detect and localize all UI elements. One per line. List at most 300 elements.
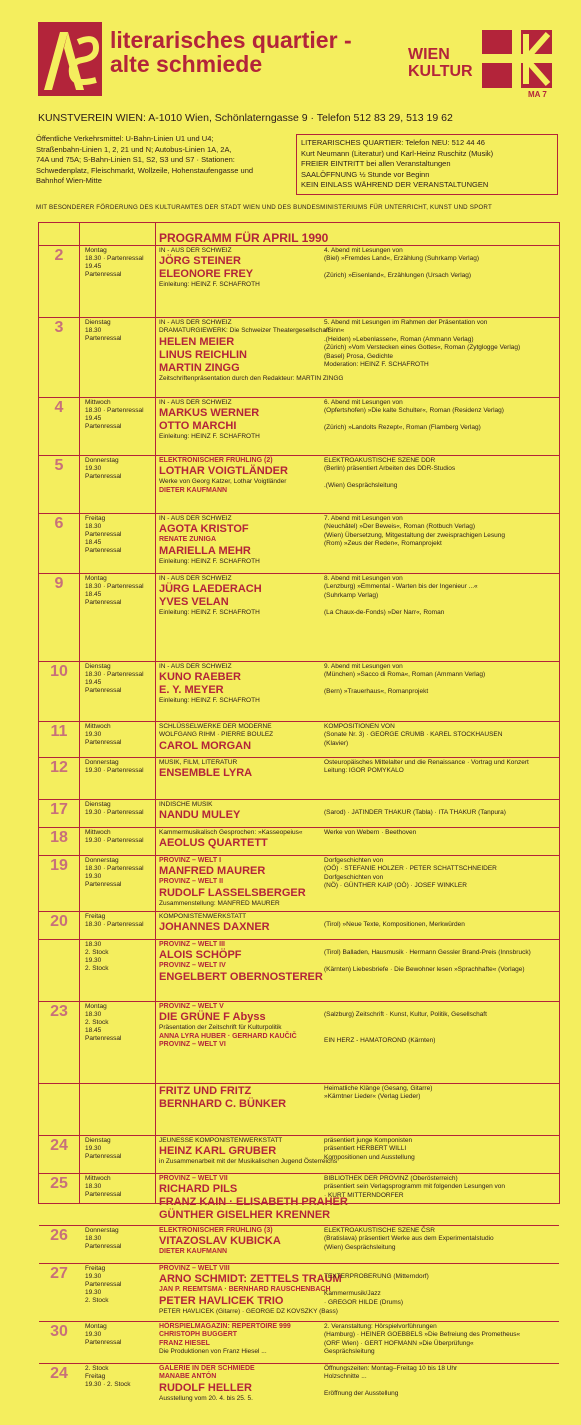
info-line	[324, 1282, 556, 1290]
time-line: 19.30	[85, 465, 102, 472]
event-line: PROVINZ – WELT II	[159, 878, 224, 886]
time-line: 18.30	[85, 1235, 102, 1242]
time-line: 19.30 · 2. Stock	[85, 1381, 131, 1388]
day-times	[85, 399, 155, 431]
time-line: Dienstag	[85, 801, 111, 808]
program-day	[39, 1085, 559, 1135]
contact-info	[296, 134, 558, 195]
row-divider	[39, 721, 559, 722]
info-line	[324, 625, 556, 633]
time-line: Mittwoch	[85, 1175, 111, 1182]
info-line: (ORF Wien) · GERT HOFMANN »Die Überprüfung«	[324, 1339, 474, 1347]
event-line: IN - AUS DER SCHWEIZ	[159, 575, 232, 582]
info-line: präsentiert junge Komponisten	[324, 1137, 413, 1144]
event-line: IN - AUS DER SCHWEIZ	[159, 663, 232, 670]
time-line: 19.45	[85, 679, 102, 686]
row-divider	[39, 1225, 559, 1226]
program-day	[39, 663, 559, 721]
program-day	[39, 1137, 559, 1173]
day-number: 9	[54, 575, 64, 592]
program-day	[39, 1365, 559, 1425]
time-line: 19.30	[85, 1145, 102, 1152]
day-number: 10	[50, 663, 68, 680]
day-times	[85, 1137, 155, 1161]
day-number: 2	[54, 247, 64, 264]
program-day	[39, 829, 559, 855]
info-line: (Neuchâtel) »Der Beweis«, Roman (Rotbuch Verlag)	[324, 523, 476, 531]
time-line: 2. Stock	[85, 1019, 109, 1026]
time-line: 19.30 · Partenressal	[85, 767, 144, 774]
day-number: 24	[50, 1137, 68, 1154]
event-list	[159, 247, 324, 290]
performer-name: DIE GRÜNE F Abyss	[159, 1011, 266, 1024]
event-line: PROVINZ – WELT VIII	[159, 1265, 230, 1272]
event-info	[324, 399, 556, 441]
performer-name: E. Y. MEYER	[159, 684, 224, 697]
program-day	[39, 515, 559, 573]
title-line-1: literarisches quartier -	[110, 27, 352, 53]
time-line: Mittwoch	[85, 723, 111, 730]
day-times	[85, 1365, 155, 1389]
program-day	[39, 723, 559, 757]
day-times	[85, 723, 155, 747]
time-line: Montag	[85, 247, 107, 254]
header	[38, 22, 558, 102]
program-day	[39, 913, 559, 939]
info-line: präsentiert sein Verlagsprogramm mit folgenden Lesungen von	[324, 1183, 506, 1191]
day-times	[85, 1227, 155, 1251]
info-line: (OÖ) · STEFANIE HOLZER · PETER SCHATTSCHNEIDER	[324, 865, 497, 873]
info-line: (Sarod) · JATINDER THAKUR (Tabla) · ITA THAKUR (Tanpura)	[324, 809, 506, 817]
info-line	[324, 941, 556, 949]
time-line: Donnerstag	[85, 1227, 119, 1234]
performer-name: ENSEMBLE LYRA	[159, 767, 253, 780]
performer-name: ELEONORE FREY	[159, 268, 254, 281]
performer-name: LINUS REICHLIN	[159, 348, 247, 361]
row-divider	[39, 855, 559, 856]
performer-name: OTTO MARCHI	[159, 420, 237, 433]
row-divider	[39, 1173, 559, 1174]
program-day	[39, 1227, 559, 1263]
row-divider	[39, 1135, 559, 1136]
event-info	[324, 801, 556, 818]
info-line: Kompositionen und Ausstellung	[324, 1153, 415, 1161]
event-info	[324, 247, 556, 289]
row-divider	[39, 757, 559, 758]
time-line: 19.45	[85, 415, 102, 422]
event-line: PROVINZ – WELT III	[159, 941, 225, 948]
performer-name: HEINZ KARL GRUBER	[159, 1145, 277, 1158]
event-line: DRAMATURGIEWERK: Die Schweizer Theatergesellschaft	[159, 327, 330, 335]
info-line: (Hamburg) · HEINER GOEBBELS »Die Befreiung des Prometheus«	[324, 1331, 521, 1339]
performer-name: YVES VELAN	[159, 596, 229, 609]
event-info	[324, 663, 556, 705]
performer-name: ENGELBERT OBERNOSTERER	[159, 970, 323, 983]
contact-line: LITERARISCHES QUARTIER: Telefon NEU: 512 44 46	[301, 138, 485, 147]
event-line: KOMPONISTENWERKSTATT	[159, 913, 247, 920]
wien-kultur-text: WIEN KULTUR	[408, 46, 473, 80]
info-line: Gesprächsleitung	[324, 1348, 375, 1356]
event-line: RENATE ZUNIGA	[159, 536, 217, 544]
program-day	[39, 1175, 559, 1225]
event-line: ELEKTRONISCHER FRÜHLING (2)	[159, 457, 273, 464]
time-line: Partenressal	[85, 1339, 122, 1346]
address: KUNSTVEREIN WIEN: A-1010 Wien, Schönlaterngasse 9 · Telefon 512 83 29, 513 19 62	[38, 112, 453, 124]
info-line: »Sinn«	[324, 327, 345, 335]
info-line: KOMPOSITIONEN VON	[324, 723, 395, 730]
info-line	[324, 1200, 556, 1208]
info-line: ELEKTROAKUSTISCHE SZENE ČSR	[324, 1227, 435, 1234]
event-list	[159, 1175, 348, 1222]
info-line: präsentiert HERBERT WILLI	[324, 1145, 407, 1153]
time-line: 19.30 · Partenressal	[85, 837, 144, 844]
event-line: Einleitung: HEINZ F. SCHAFROTH	[159, 433, 260, 441]
performer-name: JÜRG LAEDERACH	[159, 583, 262, 596]
performer-name: RUDOLF LASSELSBERGER	[159, 886, 306, 899]
time-line: 18.30 · Partenressal	[85, 407, 144, 414]
time-line: 19.30	[85, 1289, 102, 1296]
event-line: Ausstellung vom 20. 4. bis 25. 5.	[159, 1394, 253, 1402]
day-times	[85, 1265, 155, 1305]
row-divider	[39, 827, 559, 828]
row-divider	[39, 513, 559, 514]
time-line: 18.30 · Partenressal	[85, 921, 144, 928]
program-day	[39, 457, 559, 513]
performer-name: FRITZ UND FRITZ	[159, 1085, 252, 1097]
info-line	[324, 891, 556, 899]
time-line: 18.30	[85, 1011, 102, 1018]
event-info	[324, 457, 556, 491]
performer-name: KUNO RAEBER	[159, 671, 241, 684]
day-number: 12	[50, 759, 68, 776]
time-line: 2. Stock	[85, 949, 109, 956]
info-line: Holzschnitte ...	[324, 1373, 367, 1381]
event-list	[159, 1265, 342, 1316]
row-divider	[39, 573, 559, 574]
row-divider	[39, 911, 559, 912]
event-list	[159, 829, 324, 850]
event-line: IN - AUS DER SCHWEIZ	[159, 247, 232, 254]
event-list	[159, 723, 324, 753]
info-line: Dorfgeschichten von	[324, 873, 384, 881]
event-list	[159, 1323, 324, 1357]
info-line: (München) »Sacco di Roma«, Roman (Ammann Verlag)	[324, 671, 486, 679]
program-day	[39, 1003, 559, 1083]
performer-name: NANDU MULEY	[159, 809, 241, 822]
event-info	[324, 941, 556, 975]
info-line: Osteuropäisches Mittelalter und die Renaissance · Vortrag und Konzert	[324, 759, 529, 766]
row-divider	[39, 455, 559, 456]
event-line: IN - AUS DER SCHWEIZ	[159, 319, 232, 326]
info-line	[324, 837, 556, 845]
day-times	[85, 663, 155, 695]
program-title: PROGRAMM FÜR APRIL 1990	[159, 231, 329, 245]
event-line: Werke von Georg Katzer, Lothar Voigtländer	[159, 478, 287, 486]
info-line	[324, 913, 556, 921]
performer-name: VITAZOSLAV KUBICKA	[159, 1235, 281, 1248]
day-times	[85, 857, 155, 889]
performer-name: MANFRED MAURER	[159, 865, 266, 878]
info-line	[324, 1028, 556, 1036]
info-line	[324, 600, 556, 608]
contact-line: SAALÖFFNUNG ½ Stunde vor Beginn	[301, 169, 430, 179]
info-line	[324, 1020, 556, 1028]
row-divider	[39, 245, 559, 246]
info-line	[324, 617, 556, 625]
performer-name: JOHANNES DAXNER	[159, 921, 270, 934]
event-line: Einleitung: HEINZ F. SCHAFROTH	[159, 557, 260, 565]
event-line: SCHLÜSSELWERKE DER MODERNE	[159, 723, 272, 730]
event-info	[324, 723, 556, 748]
time-line: 18.30	[85, 327, 102, 334]
event-line: MANABE ANTÓN	[159, 1373, 217, 1381]
row-divider	[39, 397, 559, 398]
program-day	[39, 801, 559, 827]
event-line: PROVINZ – WELT V	[159, 1003, 224, 1010]
event-info	[324, 515, 556, 557]
event-info	[324, 1137, 556, 1162]
event-info	[324, 1085, 556, 1102]
event-line: Einleitung: HEINZ F. SCHAFROTH	[159, 281, 260, 289]
info-line	[324, 680, 556, 688]
time-line: Partenressal	[85, 473, 122, 480]
info-line: (Klavier)	[324, 739, 349, 747]
time-line: 19.30	[85, 731, 102, 738]
day-times	[85, 801, 155, 817]
row-divider	[39, 1363, 559, 1364]
info-line: Eröffnung der Ausstellung	[324, 1390, 399, 1398]
time-line: 19.45	[85, 263, 102, 270]
event-line: Zeitschriftenpräsentation durch den Redakteur: MARTIN ZINGG	[159, 374, 344, 382]
time-line: 18.30 · Partenressal	[85, 255, 144, 262]
day-number: 25	[50, 1175, 68, 1192]
info-line	[324, 474, 556, 482]
event-list	[159, 1085, 324, 1111]
program-day	[39, 1265, 559, 1321]
info-line	[324, 416, 556, 424]
day-times	[85, 575, 155, 607]
time-line: Partenressal	[85, 335, 122, 342]
time-line: 18.45	[85, 539, 102, 546]
wien-kultur-logo	[408, 28, 558, 98]
contact-line: KEIN EINLASS WÄHREND DER VERANSTALTUNGEN	[301, 180, 489, 190]
day-times	[85, 1323, 155, 1347]
info-line: (La Chaux-de-Fonds) »Der Narr«, Roman	[324, 608, 445, 616]
event-line: WOLFGANG RIHM · PIERRE BOULEZ	[159, 731, 274, 739]
program-day	[39, 759, 559, 799]
event-line: FRANZ HIESEL	[159, 1339, 210, 1347]
time-line: Freitag	[85, 1265, 106, 1272]
info-line: (Wien) Übersetzung, Mitgestaltung der zweisprachigen Lesung	[324, 531, 506, 539]
program-day	[39, 941, 559, 1001]
event-line: INDISCHE MUSIK	[159, 801, 213, 808]
event-list	[159, 913, 324, 934]
info-line: TEXTERPROBERUNG (Mitterndorf)	[324, 1273, 429, 1281]
event-info	[324, 1365, 556, 1399]
program-table	[38, 222, 560, 1402]
performer-name: MARKUS WERNER	[159, 407, 260, 420]
event-list	[159, 515, 324, 566]
day-number: 5	[54, 457, 64, 474]
info-line: (Biel) »Fremdes Land«, Erzählung (Suhrkamp Verlag)	[324, 255, 479, 263]
day-number: 23	[50, 1003, 68, 1020]
row-divider	[39, 661, 559, 662]
program-day	[39, 1323, 559, 1363]
transport-line: 74A und 75A; S-Bahn-Linien S1, S2, S3 und S7 · Stationen:	[36, 155, 235, 165]
info-line: (Opfertshofen) »Die kalte Schulter«, Roman (Residenz Verlag)	[324, 407, 504, 415]
info-line	[324, 1265, 556, 1273]
time-line: Partenressal	[85, 1281, 122, 1288]
event-line: JAN P. REEMTSMA · BERNHARD RAUSCHENBACH	[159, 1286, 331, 1294]
event-list	[159, 1003, 324, 1050]
time-line: 19.30	[85, 1331, 102, 1338]
time-line: Dienstag	[85, 319, 111, 326]
sponsor-line: MIT BESONDERER FÖRDERUNG DES KULTURAMTES DER STADT WIEN UND DES BUNDESMINISTERIUMS FÜR UNTERRICHT, KUNST UND SPORT	[36, 204, 492, 211]
event-info	[324, 1175, 556, 1209]
time-line: Freitag	[85, 1373, 106, 1380]
event-info	[324, 575, 556, 634]
time-line: Donnerstag	[85, 759, 119, 766]
event-info	[324, 759, 556, 776]
program-day	[39, 247, 559, 317]
info-line: .(Heiden) »Lebenlassen«, Roman (Ammann Verlag)	[324, 335, 474, 343]
event-info	[324, 1003, 556, 1045]
performer-name: FRANZ KAIN · ELISABETH PRAHER	[159, 1196, 348, 1209]
info-line: (Bratislava) präsentiert Werke aus dem Experimentalstudio	[324, 1235, 494, 1243]
event-list	[159, 1227, 324, 1257]
time-line: Mittwoch	[85, 399, 111, 406]
time-line: Dienstag	[85, 1137, 111, 1144]
time-line: Montag	[85, 1003, 107, 1010]
transport-line: Schwedenplatz, Fleischmarkt, Wollzeile, Hohenstaufengasse und	[36, 165, 254, 175]
row-divider	[39, 317, 559, 318]
time-line: Partenressal	[85, 531, 122, 538]
time-line: Partenressal	[85, 271, 122, 278]
event-line: DIETER KAUFMANN	[159, 486, 228, 494]
info-line: · GREGOR HILDE (Drums)	[324, 1298, 404, 1306]
time-line: 18.30	[85, 941, 102, 948]
event-line: PROVINZ – WELT IV	[159, 962, 226, 970]
time-line: Donnerstag	[85, 857, 119, 864]
day-number: 17	[50, 801, 68, 818]
event-line: JEUNESSE KOMPONISTENWERKSTATT	[159, 1137, 283, 1144]
day-times	[85, 1175, 155, 1199]
info-line: (Rom) »Zeus der Reden«, Romanprojekt	[324, 540, 442, 548]
as-logo-icon	[38, 22, 102, 96]
info-line: (NÖ) · GÜNTHER KAIP (OÖ) · JOSEF WINKLER	[324, 882, 467, 890]
event-line: Die Produktionen von Franz Hiesel ...	[159, 1348, 267, 1356]
event-list	[159, 941, 324, 984]
time-line: 19.30	[85, 957, 102, 964]
time-line: Freitag	[85, 913, 106, 920]
time-line: Mittwoch	[85, 829, 111, 836]
transport-line: Straßenbahn-Linien 1, 2, 21 und N; Autobus-Linien 1A, 2A,	[36, 144, 232, 154]
event-list	[159, 575, 324, 618]
performer-name: CAROL MORGAN	[159, 739, 252, 752]
info-line: (Basel) Prosa, Gedichte	[324, 352, 394, 360]
day-number: 20	[50, 913, 68, 930]
time-line: Partenressal	[85, 739, 122, 746]
day-times	[85, 941, 155, 973]
time-line: 19.30	[85, 1273, 102, 1280]
contact-line: FREIER EINTRITT bei allen Veranstaltungen	[301, 159, 451, 169]
event-line: PETER HAVLICEK (Gitarre) · GEORGE DZ KOVSZKY (Bass)	[159, 1307, 338, 1315]
row-divider	[39, 1083, 559, 1084]
info-line: ELEKTROAKUSTISCHE SZENE DDR	[324, 457, 436, 464]
event-info	[324, 1323, 556, 1357]
info-line: (Zürich) »Eisenland«, Erzählungen (Ursach Verlag)	[324, 272, 472, 280]
day-number: 19	[50, 857, 68, 874]
event-list	[159, 857, 324, 908]
time-line: Partenressal	[85, 881, 122, 888]
info-line: (Zürich) »Vom Verstecken eines Gottes«, Roman (Zytglogge Verlag)	[324, 344, 521, 352]
info-line: Öffnungszeiten: Montag–Freitag 10 bis 18 Uhr	[324, 1365, 458, 1372]
info-line	[324, 958, 556, 966]
day-times	[85, 247, 155, 279]
event-line: Präsentation der Zeitschrift für Kulturpolitik	[159, 1024, 282, 1032]
day-times	[85, 515, 155, 555]
info-line: 5. Abend mit Lesungen im Rahmen der Präsentation von	[324, 319, 488, 326]
event-line: ANNA LYRA HUBER · GERHARD KAUČIČ	[159, 1032, 297, 1040]
event-info	[324, 1265, 556, 1307]
day-times	[85, 913, 155, 929]
event-info	[324, 913, 556, 930]
time-line: 19.30	[85, 873, 102, 880]
info-line	[324, 1382, 556, 1390]
time-line: 18.30 · Partenressal	[85, 865, 144, 872]
event-line: CHRISTOPH BUGGERT	[159, 1331, 238, 1339]
event-list	[159, 1365, 324, 1403]
event-line: PROVINZ – WELT I	[159, 857, 222, 864]
info-line: (Berlin) präsentiert Arbeiten des DDR-Studios	[324, 465, 456, 473]
day-times	[85, 457, 155, 481]
row-divider	[39, 1001, 559, 1002]
time-line: 18.30 · Partenressal	[85, 671, 144, 678]
event-line: Einleitung: HEINZ F. SCHAFROTH	[159, 609, 260, 617]
row-divider	[39, 1263, 559, 1264]
day-number: 18	[50, 829, 68, 846]
time-line: 18.45	[85, 591, 102, 598]
program-day	[39, 857, 559, 911]
performer-name: RUDOLF HELLER	[159, 1381, 252, 1394]
time-line: Partenressal	[85, 423, 122, 430]
info-line: Moderation: HEINZ F. SCHAFROTH	[324, 361, 429, 369]
performer-name: MARTIN ZINGG	[159, 361, 240, 374]
time-line: 18.30	[85, 523, 102, 530]
event-line: Einleitung: HEINZ F. SCHAFROTH	[159, 697, 260, 705]
info-line: (Zürich) »Landolts Rezept«, Roman (Flamberg Verlag)	[324, 424, 481, 432]
day-number: 11	[50, 723, 68, 740]
info-line: (Lenzburg) »Emmental - Warten bis der Ingenieur ...«	[324, 583, 478, 591]
row-divider	[39, 939, 559, 940]
event-info	[324, 1227, 556, 1252]
time-line: Partenressal	[85, 1243, 122, 1250]
event-line: DIETER KAUFMANN	[159, 1248, 228, 1256]
event-line: MUSIK, FILM, LITERATUR	[159, 759, 238, 766]
time-line: Dienstag	[85, 663, 111, 670]
event-line: Zusammenstellung: MANFRED MAURER	[159, 899, 280, 907]
mag-text: MA 7	[528, 90, 547, 99]
time-line: Partenressal	[85, 547, 122, 554]
info-line: Dorfgeschichten von	[324, 857, 384, 864]
time-line: 2. Stock	[85, 965, 109, 972]
event-info	[324, 857, 556, 899]
day-number: 6	[54, 515, 64, 532]
day-number: 3	[54, 319, 64, 336]
day-times	[85, 759, 155, 775]
event-line: GALERIE IN DER SCHMIEDE	[159, 1365, 255, 1372]
info-line: (Tirol) »Neue Texte, Kompositionen, Merkwürden	[324, 921, 465, 929]
